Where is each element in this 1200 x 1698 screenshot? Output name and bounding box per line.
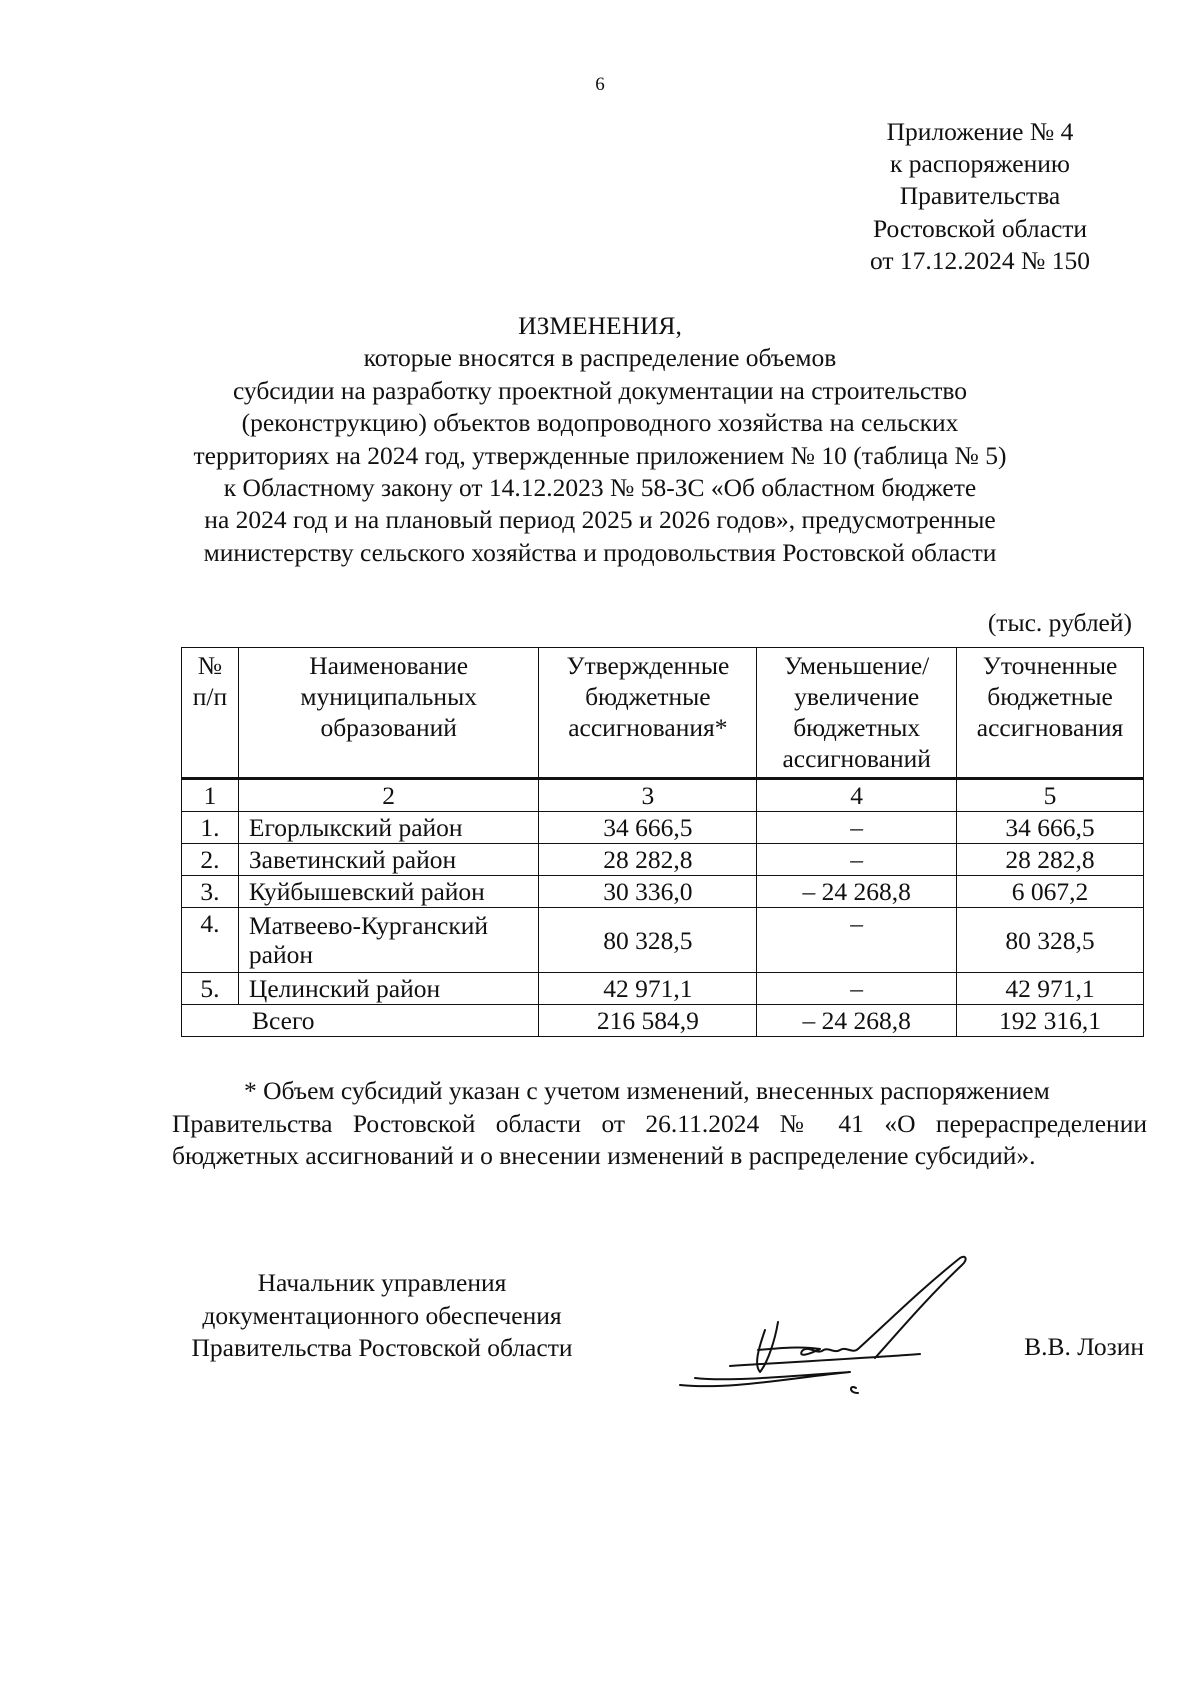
table-row — [182, 908, 1144, 973]
total-change: – 24 268,8 — [757, 1005, 957, 1037]
table-row — [182, 812, 1144, 844]
row-number: 1. — [182, 812, 239, 844]
approved-value: 42 971,1 — [539, 973, 757, 1005]
final-value: 6 067,2 — [957, 876, 1144, 908]
footnote-first-line: * Объем субсидий указан с учетом изменений, внесенных распоряжением — [244, 1076, 1050, 1105]
final-value: 28 282,8 — [957, 844, 1144, 876]
district-name: Куйбышевский район — [238, 876, 539, 908]
table-row — [182, 973, 1144, 1005]
change-value: – — [757, 973, 957, 1005]
column-number: 3 — [539, 779, 757, 812]
header-cell-approved: Утвержденные бюджетные ассигнования* — [539, 648, 757, 779]
change-value: – 24 268,8 — [757, 876, 957, 908]
total-label: Всего — [182, 1005, 539, 1037]
signatory-title-line: Начальник управления — [257, 1268, 507, 1297]
heading-title: ИЗМЕНЕНИЯ, — [518, 311, 682, 340]
total-approved: 216 584,9 — [539, 1005, 757, 1037]
appendix-line: от 17.12.2024 № 150 — [869, 245, 1090, 275]
column-number: 5 — [957, 779, 1144, 812]
appendix-block — [820, 116, 1140, 277]
approved-value: 30 336,0 — [539, 876, 757, 908]
heading-line: (реконструкцию) объектов водопроводного хозяйства на сельских — [241, 408, 959, 438]
heading-line: территориях на 2024 год, утвержденные приложением № 10 (таблица № 5) — [193, 440, 1007, 470]
table-header-row — [182, 648, 1144, 779]
row-number: 4. — [182, 908, 239, 973]
column-number-row — [182, 779, 1144, 812]
heading-line: субсидии на разработку проектной документации на строительство — [232, 375, 968, 405]
column-number: 2 — [238, 779, 539, 812]
subsidy-table — [181, 647, 1144, 1037]
signatory-title-line: Правительства Ростовской области — [191, 1333, 573, 1362]
heading-line: министерству сельского хозяйства и продовольствия Ростовской области — [203, 537, 997, 567]
heading-line: которые вносятся в распределение объемов — [363, 343, 837, 373]
column-number: 4 — [757, 779, 957, 812]
appendix-line: Правительства — [899, 181, 1061, 211]
appendix-line: к распоряжению — [890, 149, 1070, 179]
heading-line: к Областному закону от 14.12.2023 № 58-ЗС «Об областном бюджете — [223, 473, 977, 503]
district-name: Матвеево-Курганский район — [238, 908, 539, 973]
signatory-title — [172, 1267, 592, 1365]
document-heading — [100, 310, 1100, 569]
heading-line: на 2024 год и на плановый период 2025 и 2026 годов», предусмотренные — [204, 505, 996, 535]
table-row — [182, 876, 1144, 908]
unit-label: (тыс. рублей) — [987, 608, 1132, 637]
row-number: 5. — [182, 973, 239, 1005]
handwritten-signature — [670, 1250, 1000, 1400]
approved-value: 80 328,5 — [539, 908, 757, 973]
change-value: – — [757, 844, 957, 876]
table-row — [182, 844, 1144, 876]
header-cell-name: Наименование муниципальных образований — [238, 648, 539, 779]
signatory-name: В.В. Лозин — [1024, 1332, 1144, 1361]
approved-value: 34 666,5 — [539, 812, 757, 844]
column-number: 1 — [182, 779, 239, 812]
final-value: 42 971,1 — [957, 973, 1144, 1005]
footnote-rest: Правительства Ростовской области от 26.11.2024 № 41 «О перераспределении бюджетных ассигнований и о внесении изменений в распределение субсидий». — [172, 1108, 1147, 1170]
change-value: – — [757, 908, 957, 973]
appendix-line: Приложение № 4 — [886, 117, 1074, 146]
district-name: Егорлыкский район — [238, 812, 539, 844]
signatory-title-line: документационного обеспечения — [202, 1300, 562, 1330]
total-row — [182, 1005, 1144, 1037]
change-value: – — [757, 812, 957, 844]
final-value: 34 666,5 — [957, 812, 1144, 844]
appendix-line: Ростовской области — [872, 213, 1088, 243]
row-number: 3. — [182, 876, 239, 908]
total-final: 192 316,1 — [957, 1005, 1144, 1037]
header-cell-final: Уточненные бюджетные ассигнования — [957, 648, 1144, 779]
final-value: 80 328,5 — [957, 908, 1144, 973]
header-cell-change: Уменьшение/ увеличение бюджетных ассигнований — [757, 648, 957, 779]
page-number: 6 — [595, 74, 605, 95]
footnote — [172, 1075, 1147, 1173]
district-name: Целинский район — [238, 973, 539, 1005]
approved-value: 28 282,8 — [539, 844, 757, 876]
row-number: 2. — [182, 844, 239, 876]
district-name: Заветинский район — [238, 844, 539, 876]
header-cell-number: № п/п — [182, 648, 239, 779]
